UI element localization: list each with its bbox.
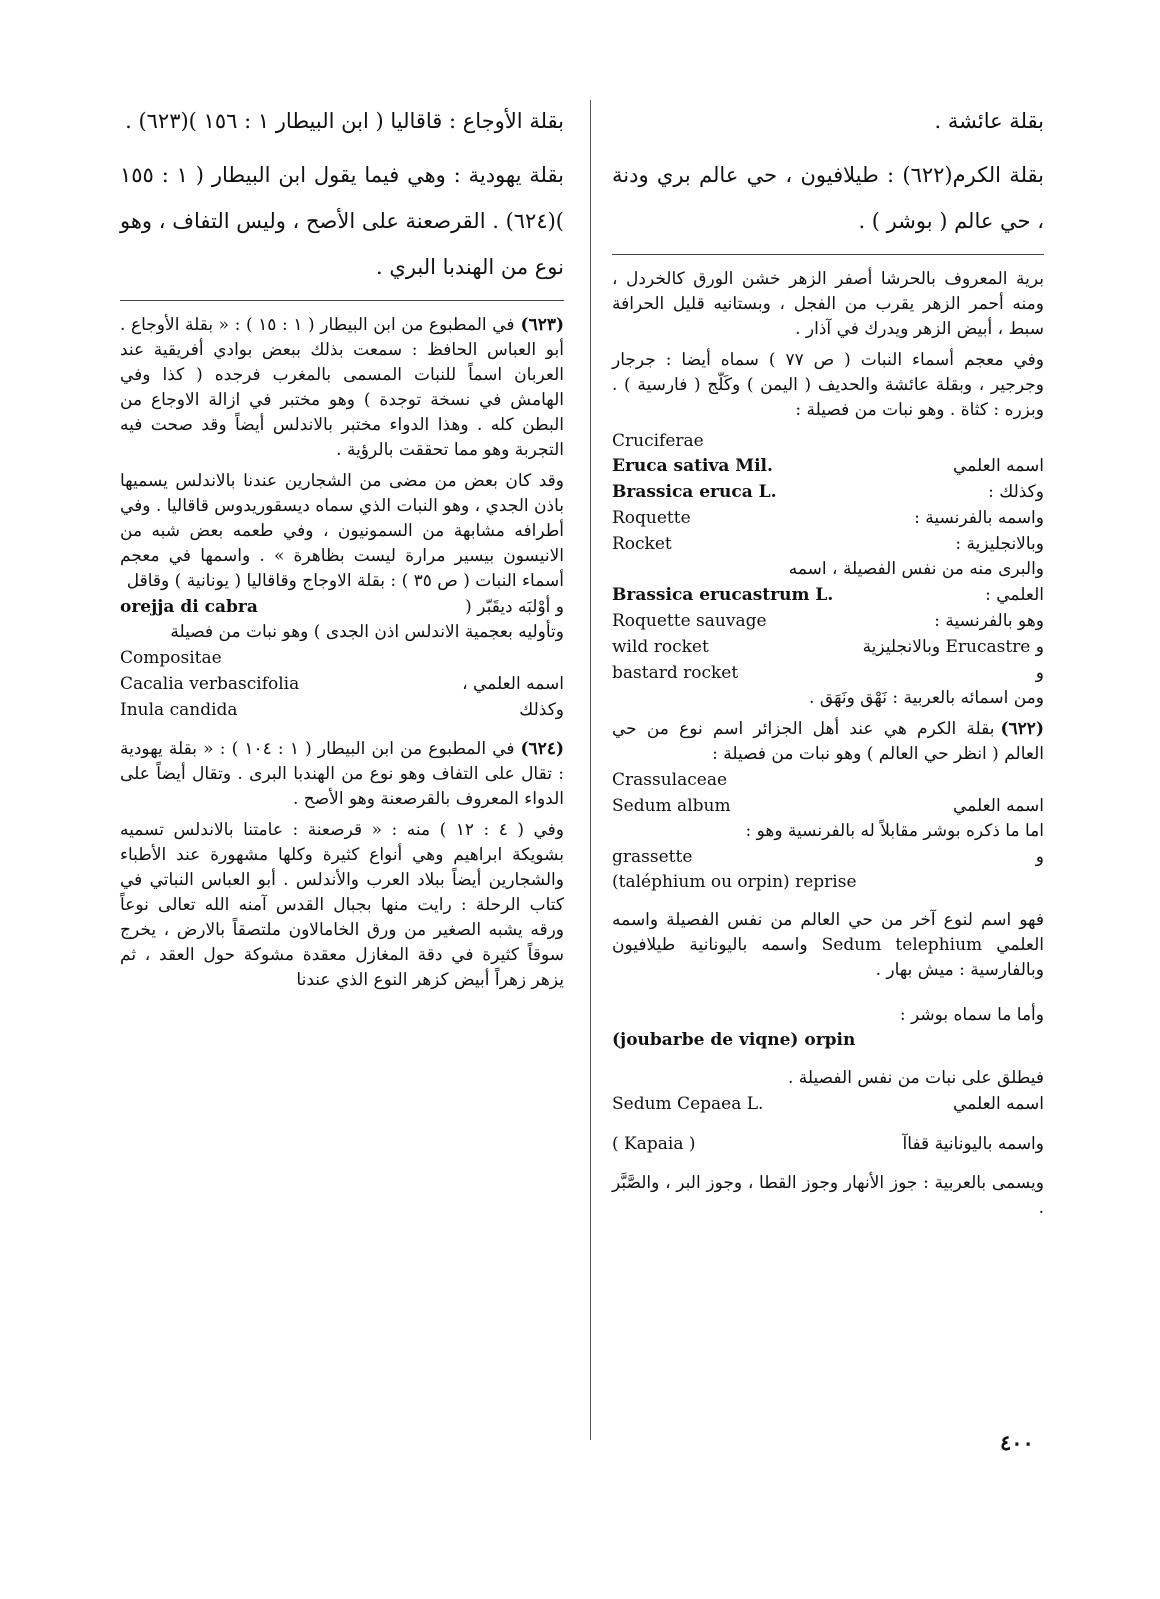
footnote-line: وتأوليه بعجمية الاندلس اذن الجدى ) وهو نبات من فصيلة: [170, 622, 564, 642]
footnote-rule: [120, 300, 564, 301]
entry-baqlat-alkarm: بقلة الكرم(٦٢٢) : طيلافيون ، حي عالم بري ودنة ، حي عالم ( بوشر ) .: [612, 163, 1044, 233]
right-column: [612, 98, 1044, 1221]
latin-row: و bastard rocket: [612, 663, 1044, 683]
latin-row: وهو بالفرنسية : Roquette sauvage: [612, 611, 1044, 631]
footnote-line: اما ما ذكره بوشر مقابلاً له بالفرنسية وهو :: [745, 821, 1044, 841]
footnote-number: (٦٢٤): [520, 739, 564, 759]
footnote-paragraph: فهو اسم لنوع آخر من حي العالم من نفس الفصيلة واسمه العلمي Sedum telephium واسمه باليونانية طيلافيون وبالفارسية : ميش بهار .: [612, 910, 1044, 980]
column-divider: [590, 100, 591, 1440]
footnote-rule: [612, 254, 1044, 255]
latin-row: اسمه العلمي ، Cacalia verbascifolia: [120, 674, 564, 694]
footnote-line: وأما ما سماه بوشر :: [899, 1005, 1044, 1025]
footnote-line: ومن اسمائه بالعربية : نَهْق ونَهَق .: [809, 688, 1044, 708]
latin-row: اسمه العلمي Sedum Cepaea L.: [612, 1094, 1044, 1114]
latin-row: العلمي : Brassica erucastrum L.: [612, 585, 1044, 605]
latin-row: و Erucastre وبالانجليزية wild rocket: [612, 637, 1044, 657]
footnote-624: (٦٢٤)في المطبوع من ابن البيطار ( ١ : ١٠٤ ) : « بقلة يهودية : تقال على التفاف وهو نوع من الهندبا البرى . وتقال أيضاً على الدواء المعروف بالقرصعنة وهو الأصح .: [120, 739, 564, 809]
latin-row: واسمه باليونانية قفاآ ( Kapaia ): [612, 1134, 1044, 1154]
footnote-paragraph: وفي معجم أسماء النبات ( ص ٧٧ ) سماه أيضا : جرجار وجرجير ، وبقلة عائشة والحديف ( اليمن ) وكَلّج ( فارسية ) . وبزره : كثاة . وهو نبات من فصيلة :: [612, 350, 1044, 420]
footnote-line: فيطلق على نبات من نفس الفصيلة .: [788, 1068, 1044, 1088]
latin-row: وكذلك Inula candida: [120, 700, 564, 720]
page-number: ٤٠٠: [1000, 1430, 1034, 1455]
latin-row: اسمه العلمي Sedum album: [612, 796, 1044, 816]
footnote-line: ويسمى بالعربية : جوز الأنهار وجوز القطا ، وجوز البر ، والصَّبَّر .: [612, 1173, 1044, 1218]
latin-row: Compositae: [120, 648, 222, 668]
latin-line: (joubarbe de viqne) orpin: [612, 1030, 856, 1050]
entry-baqlat-alawjaa: بقلة الأوجاع : قاقاليا ( ابن البيطار ١ : ١٥٦ )(٦٢٣) .: [125, 109, 564, 133]
footnote-continuation: برية المعروف بالحرشا أصفر الزهر خشن الورق كالخردل ، ومنه أحمر الزهر يقرب من الفجل ، وبستانيه قليل الحرافة سبط ، أبيض الزهر ويدرك في آذار .: [612, 269, 1044, 339]
footnote-paragraph: وقد كان بعض من مضى من الشجارين عندنا بالاندلس يسميها باذن الجدي ، وهو النبات الذي سماه ديسقوريدوس قاقاليا . وفي أطرافه مشابهة من السمونيون ، وفي طعمه بعض شبه من الانيسون بيسير مرارة ليست بظاهرة » . واسمها في معجم أسماء النبات ( ص ٣٥ ) : بقلة الاوجاج وقاقاليا ( يونانية ) وقاقل: [120, 471, 564, 591]
latin-row: و grassette: [612, 847, 1044, 867]
latin-row: و أوْلبَه ديقَبّر ( orejja di cabra: [120, 597, 564, 617]
left-column: [120, 98, 564, 993]
latin-row: اسمه العلمي Eruca sativa Mil.: [612, 456, 1044, 476]
latin-row: واسمه بالفرنسية : Roquette: [612, 508, 1044, 528]
footnote-623: (٦٢٣)في المطبوع من ابن البيطار ( ١ : ١٥ ) : « بقلة الأوجاع . أبو العباس الحافظ : سمعت بذلك ببعض بوادي أفريقية عند العربان اسماً للنبات المسمى بالمغرب فرجده ( كذا وفي الهامش في نسخة توجدة ) وهو مختبر في ازالة الاوجاع من البطن كله . وهذا الدواء مختبر بالاندلس أيضاً وقد صحت فيه التجربة وهو مما تحققت بالرؤية .: [120, 315, 565, 460]
entry-baqlat-yahudiya: بقلة يهودية : وهي فيما يقول ابن البيطار ( ١ : ١٥٥ )(٦٢٤) . القرصعنة على الأصح ، وليس التفاف ، وهو نوع من الهندبا البري .: [120, 163, 564, 279]
entry-baqlat-aisha: بقلة عائشة .: [934, 109, 1044, 133]
footnote-622: (٦٢٢)بقلة الكرم هي عند أهل الجزائر اسم نوع من حي العالم ( انظر حي العالم ) وهو نبات من فصيلة :: [612, 719, 1044, 764]
footnote-paragraph: وفي ( ٤ : ١٢ ) منه : « قرصعنة : عامتنا بالاندلس تسميه بشويكة ابراهيم وهي أنواع كثيرة وكلها مشهورة عند الأطباء والشجارين أيضاً ببلاد العرب والأندلس . أبو العباس النباتي في كتاب الرحلة : رايت منها بجبال القدس آمنه الله تعالى نوعاً ورقه يشبه الصغير من ورق الخامالاون ملتصقاً بالارض ، يخرج سوقاً كثيرة في دقة المغازل معقدة مشوكة حول العقد ، ثم يزهر زهراً أبيض كزهر النوع الذي عندنا: [120, 820, 564, 990]
family-name: Cruciferae: [612, 431, 704, 451]
footnote-line: والبرى منه من نفس الفصيلة ، اسمه: [788, 559, 1044, 579]
footnote-number: (٦٢٣): [520, 315, 565, 335]
latin-row: وبالانجليزية : Rocket: [612, 534, 1044, 554]
latin-row: Crassulaceae: [612, 770, 728, 790]
latin-line: (taléphium ou orpin) reprise: [612, 872, 857, 892]
footnote-number: (٦٢٢): [1000, 719, 1044, 739]
latin-row: وكذلك : Brassica eruca L.: [612, 482, 1044, 502]
